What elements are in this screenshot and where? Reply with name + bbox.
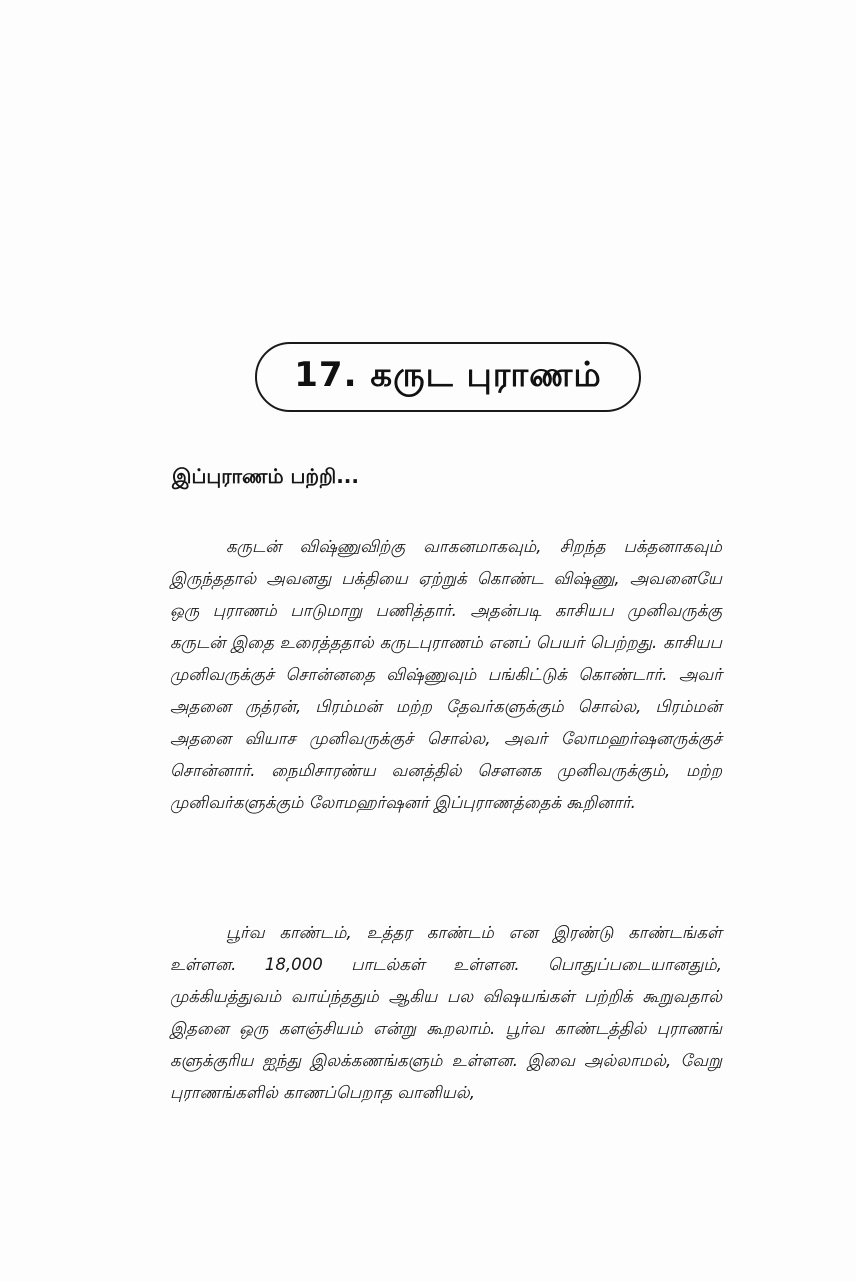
body-paragraph-2 [170,917,722,1109]
body-paragraph-1 [170,531,722,819]
section-heading: இப்புராணம் பற்றி... [172,464,360,488]
chapter-title: 17. கருட புராணம் [294,355,602,395]
paragraph-text: கருடன் விஷ்ணுவிற்கு வாகனமாகவும், சிறந்த பக்தனாகவும் இருந்ததால் அவனது பக்தியை ஏற்றுக் கொண்ட விஷ்ணு, அவனையே ஒரு புராணம் பாடுமாறு பணித்தார். அதன்படி காசியப முனிவருக்கு கருடன் இதை உரைத்ததால் கருடபுராணம் எனப் பெயர் பெற்றது. காசியப முனிவருக்குச் சொன்னதை விஷ்ணுவும் பங்கிட்டுக் கொண்டார். அவர் அதனை ருத்ரன், பிரம்மன் மற்ற தேவர்களுக்கும் சொல்ல, பிரம்மன் அதனை வியாச முனிவருக்குச் சொல்ல, அவர் லோமஹர்ஷனருக்குச் சொன்னார். நைமிசாரண்ய வனத்தில் சௌனக முனிவருக்கும், மற்ற முனிவர்களுக்கும் லோமஹர்ஷனர் இப்புராணத்தைக் கூறினார். [170,537,722,812]
paragraph-text: பூர்வ காண்டம், உத்தர காண்டம் என இரண்டு காண்டங்கள் உள்ளன. 18,000 பாடல்கள் உள்ளன. பொதுப்படையானதும், முக்கியத்துவம் வாய்ந்ததும் ஆகிய பல விஷயங்கள் பற்றிக் கூறுவதால் இதனை ஒரு களஞ்சியம் என்று கூறலாம். பூர்வ காண்டத்தில் புராணங் களுக்குரிய ஐந்து இலக்கணங்களும் உள்ளன. இவை அல்லாமல், வேறு புராணங்களில் காணப்பெறாத வானியல், [170,923,722,1102]
chapter-title-frame [255,342,641,412]
